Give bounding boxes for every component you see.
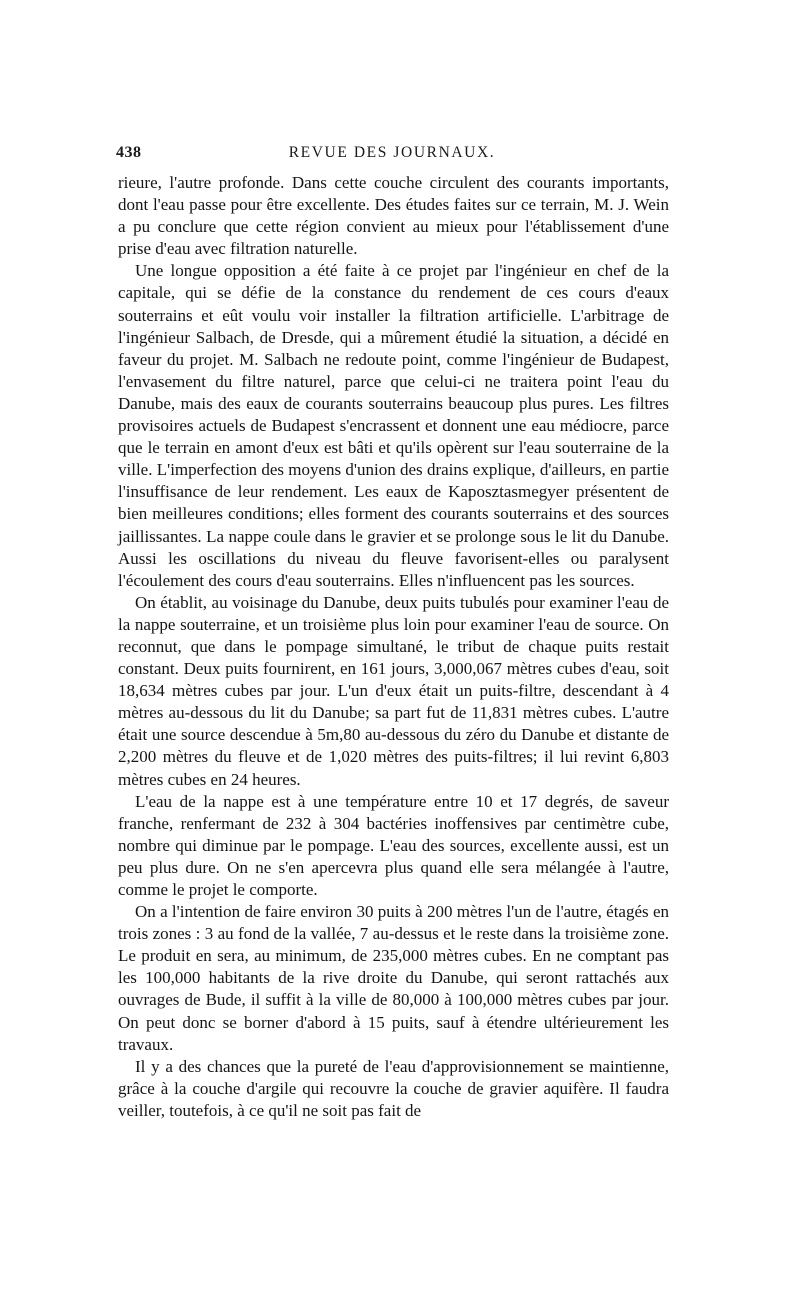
body-text xyxy=(118,172,669,1122)
paragraph: On établit, au voisinage du Danube, deux puits tubulés pour examiner l'eau de la nappe souterraine, et un troisième plus loin pour examiner l'eau de source. On reconnut, que dans le pompage simultané, le tribut de chaque puits restait constant. Deux puits fournirent, en 161 jours, 3,000,067 mètres cubes d'eau, soit 18,634 mètres cubes par jour. L'un d'eux était un puits-filtre, descendant à 4 mètres au-dessous du lit du Danube; sa part fut de 11,831 mètres cubes. L'autre était une source descendue à 5m,80 au-dessous du zéro du Danube et distante de 2,200 mètres du fleuve et de 1,020 mètres des puits-filtres; il lui revint 6,803 mètres cubes en 24 heures. xyxy=(118,592,669,789)
page-number: 438 xyxy=(116,144,142,161)
paragraph: On a l'intention de faire environ 30 puits à 200 mètres l'un de l'autre, étagés en trois zones : 3 au fond de la vallée, 7 au-dessus et le reste dans la troisième zone. Le produit en sera, au minimum, de 235,000 mètres cubes. En ne comptant pas les 100,000 habitants de la rive droite du Danube, qui seront rattachés aux ouvrages de Bude, il suffit à la ville de 80,000 à 100,000 mètres cubes par jour. On peut donc se borner d'abord à 15 puits, sauf à étendre ultérieurement les travaux. xyxy=(118,902,669,1054)
paragraph: L'eau de la nappe est à une température entre 10 et 17 degrés, de saveur franche, renfermant de 232 à 304 bactéries inoffensives par centimètre cube, nombre qui diminue par le pompage. L'eau des sources, excellente aussi, est un peu plus dure. On ne s'en apercevra plus quand elle sera mélangée à l'autre, comme le projet le comporte. xyxy=(118,791,669,899)
paragraph: rieure, l'autre profonde. Dans cette couche circulent des courants importants, dont l'eau passe pour être excellente. Des études faites sur ce terrain, M. J. Wein a pu conclure que cette région convient au mieux pour l'établissement d'une prise d'eau avec filtration naturelle. xyxy=(118,173,669,259)
running-title: REVUE DES JOURNAUX. xyxy=(288,144,496,161)
paragraph: Il y a des chances que la pureté de l'eau d'approvisionnement se maintienne, grâce à la couche d'argile qui recouvre la couche de gravier aquifère. Il faudra veiller, toutefois, à ce qu'il ne soit pas fait de xyxy=(118,1056,669,1120)
paragraph: Une longue opposition a été faite à ce projet par l'ingénieur en chef de la capitale, qui se défie de la constance du rendement de ces cours d'eaux souterrains et eût voulu voir installer la filtration artificielle. L'arbitrage de l'ingénieur Salbach, de Dresde, qui a mûrement étudié la situation, a décidé en faveur du projet. M. Salbach ne redoute point, comme l'ingénieur de Budapest, l'envasement du filtre naturel, parce que celui-ci ne traitera point l'eau du Danube, mais des eaux de courants souterrains beaucoup plus pures. Les filtres provisoires actuels de Budapest s'encrassent et donnent une eau médiocre, parce que le terrain en amont d'eux est bâti et qu'ils opèrent sur l'eau souterraine de la ville. L'imperfection des moyens d'union des drains explique, d'ailleurs, en partie l'insuffisance de leur rendement. Les eaux de Kaposztasmegyer présentent de bien meilleures conditions; elles forment des courants souterrains et des sources jaillissantes. La nappe coule dans le gravier et se prolonge sous le lit du Danube. Aussi les oscillations du niveau du fleuve favorisent-elles ou paralysent l'écoulement des cours d'eau souterrains. Elles n'influencent pas les sources. xyxy=(118,261,669,590)
page-header xyxy=(116,144,668,166)
